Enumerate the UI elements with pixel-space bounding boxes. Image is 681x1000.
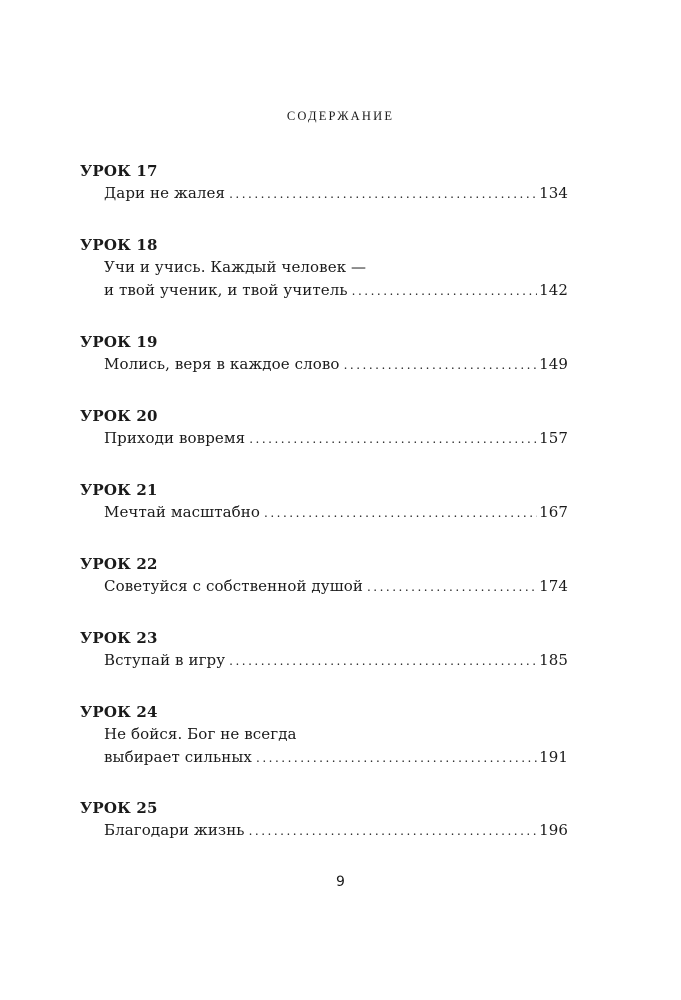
toc-title-line <box>104 819 568 843</box>
lesson-title: Приходи вовремя <box>104 429 246 447</box>
toc-title-line <box>104 279 568 303</box>
page-number: 9 <box>336 874 345 890</box>
lesson-title: Дари не жалея <box>104 184 226 202</box>
toc-entry-lesson-18[interactable] <box>80 234 568 303</box>
dot-leader <box>229 183 537 206</box>
dot-leader <box>352 280 537 303</box>
dot-leader <box>256 747 537 770</box>
page-reference: 142 <box>539 281 568 299</box>
lesson-title: Мечтай масштабно <box>104 503 261 521</box>
page-title: СОДЕРЖАНИЕ <box>286 109 395 123</box>
lesson-heading: УРОК 20 <box>80 407 158 425</box>
toc-entry-lesson-20[interactable] <box>80 405 568 451</box>
page-reference: 149 <box>539 355 568 373</box>
toc-entry-lesson-17[interactable] <box>80 160 568 206</box>
toc-entry-lesson-22[interactable] <box>80 553 568 599</box>
lesson-heading: УРОК 24 <box>80 703 158 721</box>
lesson-title: Не бойся. Бог не всегда <box>104 725 297 743</box>
lesson-heading: УРОК 21 <box>80 481 158 499</box>
lesson-title-continued: выбирает сильных <box>104 748 252 766</box>
toc-entry-lesson-19[interactable] <box>80 331 568 377</box>
toc-title-line <box>104 575 568 599</box>
page-reference: 167 <box>539 503 568 521</box>
page-reference: 174 <box>539 577 568 595</box>
toc-title-line <box>104 427 568 451</box>
lesson-heading: УРОК 18 <box>80 236 158 254</box>
lesson-title: Советуйся с собственной душой <box>104 577 363 595</box>
lesson-title: Вступай в игру <box>104 651 226 669</box>
toc-title-line <box>104 746 568 770</box>
lesson-heading: УРОК 19 <box>80 333 158 351</box>
lesson-heading: УРОК 25 <box>80 799 158 817</box>
lesson-title: Молись, веря в каждое слово <box>104 355 340 373</box>
dot-leader <box>264 502 537 525</box>
dot-leader <box>249 820 537 843</box>
lesson-title: Благодари жизнь <box>104 821 245 839</box>
dot-leader <box>367 576 537 599</box>
lesson-title: Учи и учись. Каждый человек — <box>104 258 367 276</box>
toc-title-line <box>104 501 568 525</box>
lesson-heading: УРОК 17 <box>80 162 158 180</box>
dot-leader <box>344 354 538 377</box>
toc-entry-lesson-24[interactable] <box>80 701 568 770</box>
dot-leader <box>249 428 537 451</box>
lesson-title-continued: и твой ученик, и твой учитель <box>104 281 348 299</box>
toc-title-line <box>104 649 568 673</box>
page-reference: 185 <box>539 651 568 669</box>
toc-title-line <box>104 723 568 746</box>
dot-leader <box>229 650 537 673</box>
toc-title-line <box>104 182 568 206</box>
page-reference: 196 <box>539 821 568 839</box>
lesson-heading: УРОК 23 <box>80 629 158 647</box>
page-reference: 134 <box>539 184 568 202</box>
toc-entry-lesson-25[interactable] <box>80 797 568 843</box>
page-reference: 191 <box>539 748 568 766</box>
page-reference: 157 <box>539 429 568 447</box>
toc-title-line <box>104 353 568 377</box>
lesson-heading: УРОК 22 <box>80 555 158 573</box>
toc-title-line <box>104 256 568 279</box>
toc-entry-lesson-23[interactable] <box>80 627 568 673</box>
toc-entry-lesson-21[interactable] <box>80 479 568 525</box>
